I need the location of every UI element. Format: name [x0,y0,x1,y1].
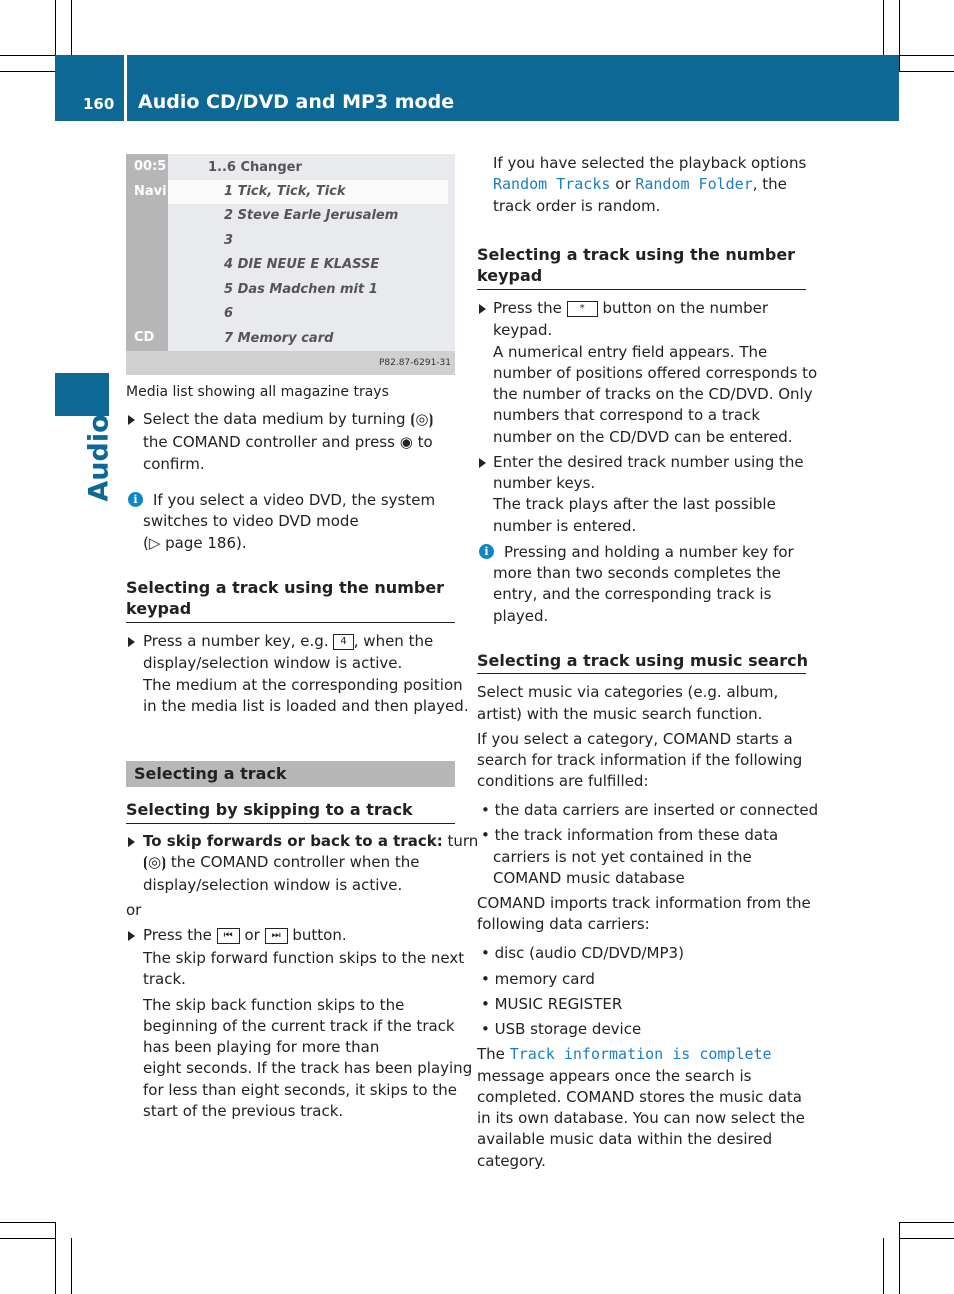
heading-rule [477,289,806,290]
step-text: display/selection window is active. [143,876,403,894]
crop-mark [883,1238,884,1294]
media-list-screenshot [126,154,455,375]
step-text-part: turn [442,832,479,850]
step-arrow [128,837,135,847]
crop-mark [883,0,884,55]
heading-rule [126,823,455,824]
step-arrow [128,637,135,647]
figure-caption: Media list showing all magazine trays [126,384,389,400]
list-item: • the data carriers are inserted or connected [481,801,819,819]
crop-mark [899,71,954,72]
section-heading: Selecting a track using music search [477,651,809,670]
crop-mark [0,1222,55,1223]
paragraph: search for track information if the following [477,751,803,769]
step-text: numbers that correspond to a track [493,406,761,424]
step-text [143,925,347,947]
screen-row-label: 2 Steve Earle Jerusalem [224,208,399,223]
paragraph: COMAND imports track information from the [477,894,811,912]
screen-row-label: 1..6 Changer [208,160,302,175]
screen-tab-cd: CD [134,330,155,345]
section-heading: keypad [126,599,192,618]
step-text: number keys. [493,474,596,492]
paragraph: following data carriers: [477,915,650,933]
step-text: display/selection window is active. [143,654,403,672]
step-text-part: , when the [353,632,434,650]
step-text: eight seconds. If the track has been playing [143,1059,473,1077]
or-text: or [126,901,142,919]
step-arrow [479,304,486,314]
screen-row [168,278,448,302]
screen-row [168,302,448,326]
info-text: (▷ page 186). [143,534,247,552]
side-section-label: Audio [83,414,115,502]
step-arrow [128,931,135,941]
screen-row [168,253,448,277]
step-text: The track plays after the last possible [493,495,776,513]
crop-mark [899,55,954,56]
screen-row-label: 5 Das Madchen mit 1 [224,282,378,297]
step-text: The medium at the corresponding position [143,676,463,694]
step-text: has been playing for more than [143,1038,380,1056]
step-text: Enter the desired track number using the [493,453,804,471]
paragraph: If you select a category, COMAND starts a [477,730,793,748]
step-text: The skip forward function skips to the next [143,949,465,967]
section-bar-title: Selecting a track [134,764,287,783]
page-title: Audio CD/DVD and MP3 mode [138,91,455,113]
info-icon: i [128,492,143,507]
info-icon: i [479,544,494,559]
step-text: track. [143,970,186,988]
page-number: 160 [83,95,115,113]
list-item: • memory card [481,970,595,988]
paragraph [493,174,787,196]
paragraph: If you have selected the playback options [493,154,807,172]
skip-back-key-icon: ⏮ [217,928,240,944]
step-text: keypad. [493,321,553,339]
paragraph [477,1044,772,1066]
step-text: number is entered. [493,517,637,535]
side-tab [55,373,109,416]
info-text: If you select a video DVD, the system [153,491,436,509]
crop-mark [899,0,900,72]
skip-forward-key-icon: ⏭ [265,928,288,944]
paragraph: artist) with the music search function. [477,705,763,723]
step-text: the number of tracks on the CD/DVD. Only [493,385,813,403]
step-text-part: button on the number [602,299,769,317]
crop-mark [55,1222,56,1294]
list-item: • USB storage device [481,1020,642,1038]
paragraph: track order is random. [493,197,661,215]
screen-figure-code: P82.87-6291-31 [378,358,451,368]
crop-mark [0,55,55,56]
step-text [143,831,478,853]
display-message: Random Folder [635,175,753,193]
section-heading: Selecting by skipping to a track [126,800,413,819]
screen-tab-navi: Navi [134,184,167,199]
step-text-part: Press the [493,299,562,317]
key-4-icon: 4 [333,634,353,650]
info-text: played. [493,607,549,625]
screen-row [168,229,448,253]
paragraph: Select music via categories (e.g. album, [477,683,779,701]
step-text: for less than eight seconds, it skips to the [143,1081,457,1099]
crop-mark [0,71,55,72]
step-text: ⦗◎⦘ the COMAND controller when the [143,853,420,871]
screen-row [168,327,448,351]
screen-row-label: 7 Memory card [224,331,334,346]
step-text: number on the CD/DVD can be entered. [493,428,793,446]
section-heading: keypad [477,266,543,285]
step-text: the COMAND controller and press ◉ to [143,433,433,451]
crop-mark [0,1238,55,1239]
step-text: start of the previous track. [143,1102,344,1120]
info-text: switches to video DVD mode [143,512,359,530]
list-item: carriers is not yet contained in the [493,848,752,866]
list-item: • MUSIC REGISTER [481,995,623,1013]
section-bar [126,761,455,787]
header-divider [124,55,127,121]
heading-rule [126,622,455,623]
step-text: A numerical entry field appears. The [493,343,768,361]
step-text-bold: To skip forwards or back to a track: [143,832,443,850]
screen-row-label: 6 [224,306,234,321]
paragraph-part: or [615,175,631,193]
step-text: beginning of the current track if the track [143,1017,455,1035]
paragraph: completed. COMAND stores the music data [477,1088,802,1106]
star-key-icon: * [567,301,598,317]
screen-row-label: 4 DIE NEUE E KLASSE [224,257,380,272]
section-heading: Selecting a track using the number [126,578,445,597]
section-heading: Selecting a track using the number [477,245,796,264]
paragraph-part: , the [752,175,787,193]
screen-row-label: 3 [224,233,234,248]
crop-mark [899,1222,954,1223]
screen-row [168,156,448,180]
screen-row-label: 1 Tick, Tick, Tick [224,184,346,199]
step-text: number of positions offered corresponds to [493,364,818,382]
info-text: more than two seconds completes the [493,564,781,582]
screen-row-selected [168,180,448,204]
step-text: confirm. [143,455,205,473]
info-text: entry, and the corresponding track is [493,585,772,603]
step-text: The skip back function skips to the [143,996,405,1014]
step-text-part: Press the [143,926,212,944]
list-item: • disc (audio CD/DVD/MP3) [481,944,684,962]
display-message: Track information is complete [509,1045,772,1063]
screen-row [168,204,448,228]
step-text-part: button. [292,926,347,944]
display-message: Random Tracks [493,175,611,193]
crop-mark [71,1238,72,1294]
step-text-part: Press a number key, e.g. [143,632,329,650]
paragraph: in its own database. You can now select the [477,1109,805,1127]
step-text [143,631,433,653]
page-header [55,55,899,121]
crop-mark [899,1222,900,1294]
list-item: COMAND music database [493,869,685,887]
screen-time: 00:5 [134,159,167,174]
heading-rule [477,673,806,674]
step-text-part: or [244,926,260,944]
paragraph: message appears once the search is [477,1067,752,1085]
step-text: in the media list is loaded and then played. [143,697,469,715]
step-arrow [128,415,135,425]
crop-mark [899,1238,954,1239]
step-text [493,298,768,320]
list-item: • the track information from these data [481,826,779,844]
crop-mark [71,0,72,55]
step-text: Select the data medium by turning ⦗◎⦘ [143,410,434,428]
paragraph: available music data within the desired [477,1130,773,1148]
info-text: Pressing and holding a number key for [504,543,794,561]
paragraph: conditions are fulfilled: [477,772,649,790]
paragraph: category. [477,1152,546,1170]
step-arrow [479,458,486,468]
paragraph-part: The [477,1045,505,1063]
